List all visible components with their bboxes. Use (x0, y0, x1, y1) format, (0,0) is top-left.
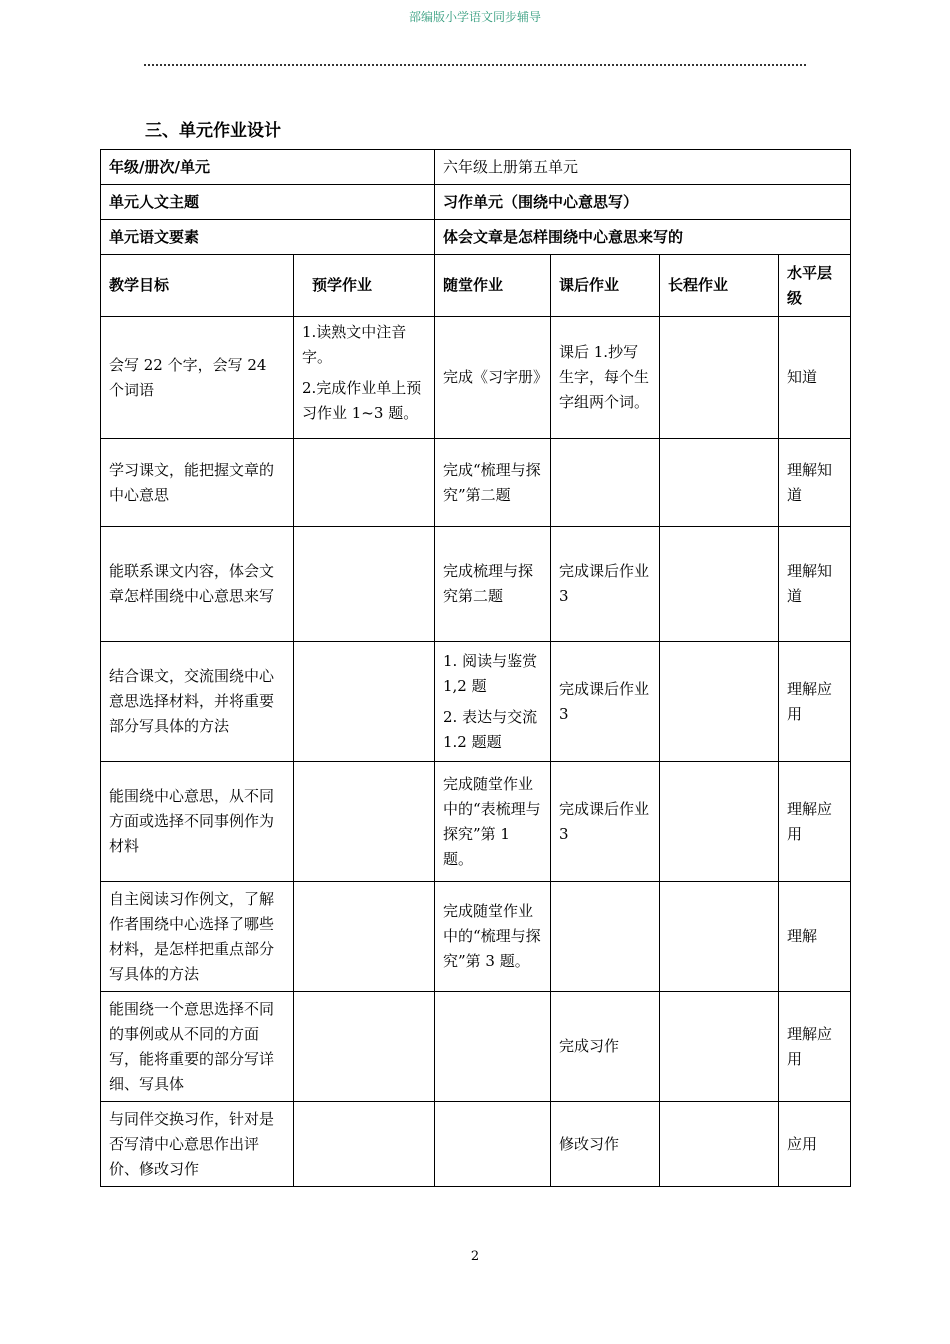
pre-cell (294, 1102, 435, 1187)
pre-cell (294, 642, 435, 762)
pre-cell (294, 762, 435, 882)
class-cell (435, 439, 551, 527)
goal-cell: 自主阅读习作例文，了解作者围绕中心选择了哪些材料，是怎样把重点部分写具体的方法 (101, 882, 294, 992)
table-row (101, 527, 851, 642)
page-header: 部编版小学语文同步辅导 (408, 10, 541, 24)
goal-cell: 能围绕一个意思选择不同的事例或从不同的方面写，能将重要的部分写详细、写具体 (101, 992, 294, 1102)
level-cell: 理解知道 (779, 439, 851, 527)
long-cell (660, 642, 779, 762)
pre-item: 1.读熟文中注音字。 (302, 323, 407, 366)
table-row (101, 439, 851, 527)
after-item: 课后 1.抄写生字，每个生字组两个词。 (559, 343, 650, 411)
pre-cell (294, 317, 435, 439)
after-cell (551, 527, 660, 642)
section-title: 三、单元作业设计 (145, 121, 281, 141)
goal-cell: 会写 22 个字，会写 24 个词语 (101, 317, 294, 439)
long-cell (660, 992, 779, 1102)
after-item: 完成习作 (559, 1037, 620, 1055)
class-item: 2. 表达与交流 1.2 题题 (443, 707, 538, 751)
goal-cell: 结合课文，交流围绕中心意思选择材料，并将重要部分写具体的方法 (101, 642, 294, 762)
column-header: 教学目标 (101, 255, 294, 317)
goal-cell: 学习课文，能把握文章的中心意思 (101, 439, 294, 527)
after-item: 完成课后作业 3 (559, 679, 650, 723)
after-cell (551, 992, 660, 1102)
goal-cell: 与同伴交换习作，针对是否写清中心意思作出评价、修改习作 (101, 1102, 294, 1187)
class-cell (435, 992, 551, 1102)
class-item: 1. 阅读与鉴赏 1,2 题 (443, 651, 538, 695)
after-cell (551, 439, 660, 527)
table-row (101, 317, 851, 439)
long-cell (660, 762, 779, 882)
level-cell: 理解知道 (779, 527, 851, 642)
column-header: 预学作业 (294, 255, 435, 317)
class-item: 完成随堂作业中的“梳理与探究”第 3 题。 (443, 902, 541, 970)
class-cell (435, 1102, 551, 1187)
class-item: 完成《习字册》 (443, 368, 549, 386)
column-header: 随堂作业 (435, 255, 551, 317)
after-item: 完成课后作业 3 (559, 799, 650, 843)
table-row (101, 992, 851, 1102)
class-item: 完成随堂作业中的“表梳理与探究”第 1 题。 (443, 774, 541, 868)
table-row (101, 1102, 851, 1187)
table-row (101, 762, 851, 882)
info-value: 六年级上册第五单元 (435, 150, 851, 185)
class-cell (435, 642, 551, 762)
after-item: 修改习作 (559, 1134, 620, 1153)
pre-cell (294, 992, 435, 1102)
info-row-theme (101, 185, 851, 220)
pre-cell (294, 439, 435, 527)
class-cell (435, 882, 551, 992)
class-cell (435, 317, 551, 439)
info-row-grade (101, 150, 851, 185)
header-divider (144, 64, 806, 66)
goal-cell: 能围绕中心意思，从不同方面或选择不同事例作为材料 (101, 762, 294, 882)
class-item: 完成“梳理与探究”第二题 (443, 460, 541, 504)
level-cell: 理解 (779, 882, 851, 992)
long-cell (660, 527, 779, 642)
table-row (101, 642, 851, 762)
pre-cell (294, 882, 435, 992)
column-header-row (101, 255, 851, 317)
after-cell (551, 882, 660, 992)
info-row-elements (101, 220, 851, 255)
after-cell (551, 1102, 660, 1187)
homework-design-table (100, 149, 851, 1187)
info-label: 单元语文要素 (101, 220, 435, 255)
pre-cell (294, 527, 435, 642)
long-cell (660, 439, 779, 527)
after-cell (551, 642, 660, 762)
page-number: 2 (470, 1249, 480, 1264)
class-item: 完成梳理与探究第二题 (443, 562, 534, 605)
long-cell (660, 1102, 779, 1187)
class-cell (435, 527, 551, 642)
table-row (101, 882, 851, 992)
column-header: 长程作业 (660, 255, 779, 317)
long-cell (660, 317, 779, 439)
info-value: 习作单元（围绕中心意思写） (435, 185, 851, 220)
long-cell (660, 882, 779, 992)
info-label: 年级/册次/单元 (101, 150, 435, 185)
level-cell: 应用 (779, 1102, 851, 1187)
class-cell (435, 762, 551, 882)
info-value: 体会文章是怎样围绕中心意思来写的 (435, 220, 851, 255)
level-cell: 理解应用 (779, 642, 851, 762)
pre-item: 2.完成作业单上预习作业 1~3 题。 (302, 379, 422, 422)
level-cell: 知道 (779, 317, 851, 439)
info-label: 单元人文主题 (101, 185, 435, 220)
after-cell (551, 762, 660, 882)
goal-cell: 能联系课文内容，体会文章怎样围绕中心意思来写 (101, 527, 294, 642)
level-cell: 理解应用 (779, 992, 851, 1102)
after-cell (551, 317, 660, 439)
column-header: 课后作业 (551, 255, 660, 317)
after-item: 完成课后作业 3 (559, 562, 650, 605)
level-cell: 理解应用 (779, 762, 851, 882)
column-header: 水平层级 (779, 255, 851, 317)
